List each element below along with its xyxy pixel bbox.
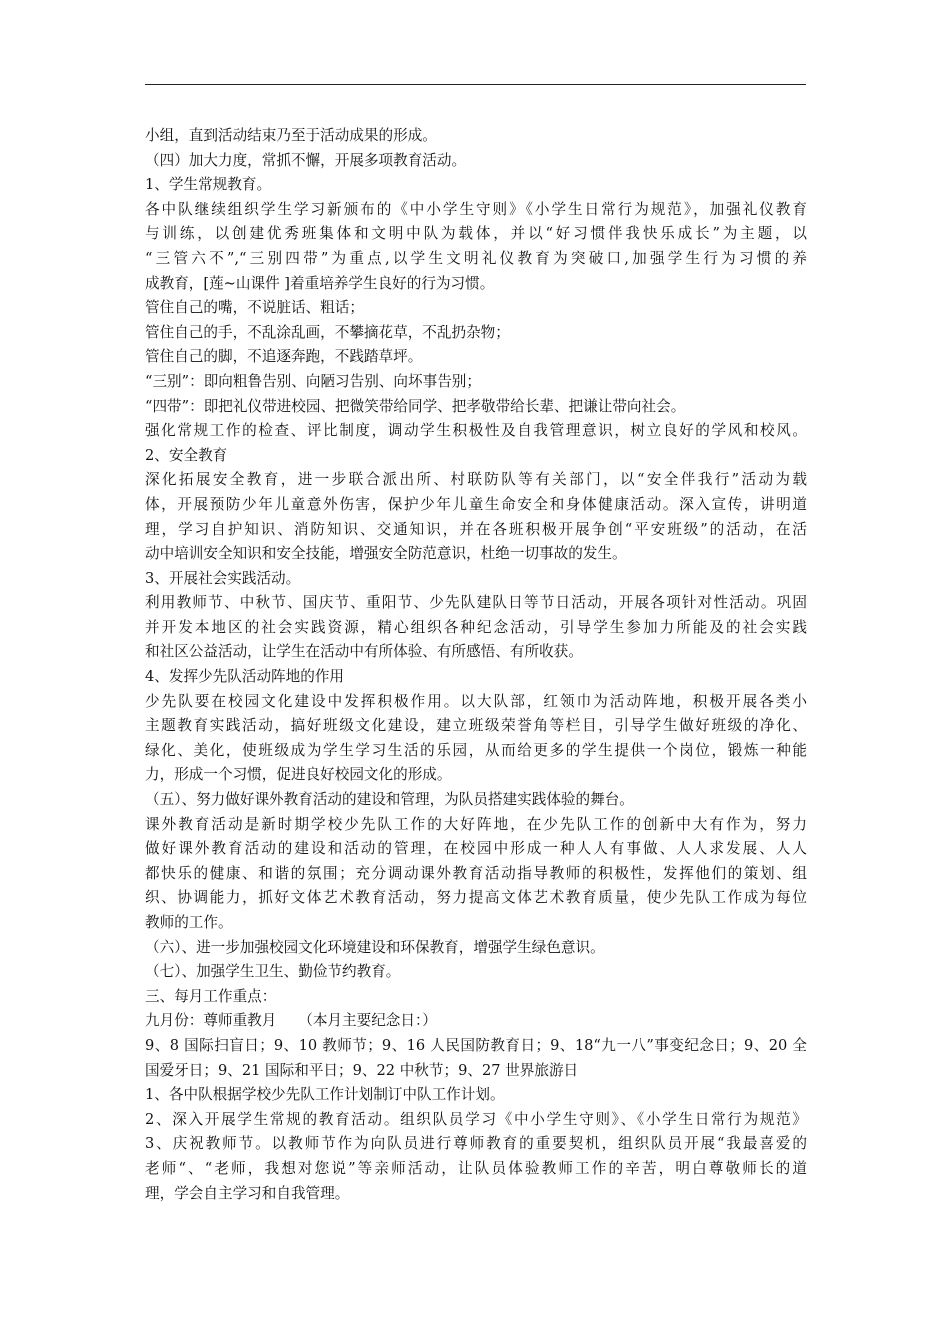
text-line: 小组，直到活动结束乃至于活动成果的形成。 [145,127,437,144]
text-line: 管住自己的手，不乱涂乱画，不攀摘花草，不乱扔杂物； [145,323,510,341]
text-line: 2、深入开展学生常规的教育活动。组织队员学习《中小学生守则》、《小学生日常行为规范》 [145,1110,807,1128]
text-line: 各中队继续组织学生学习新颁布的《中小学生守则》《小学生日常行为规范》，加强礼仪教育 [145,200,807,218]
text-line: 课外教育活动是新时期学校少先队工作的大好阵地，在少先队工作的创新中大有作为，努力 [145,815,807,833]
text-line: 成教育，[莲~山课件 ]着重培养学生良好的行为习惯。 [145,274,495,292]
text-line: “三管六不”,“三别四带”为重点,以学生文明礼仪教育为突破口,加强学生行为习惯的养 [145,249,807,267]
header-rule [145,84,806,85]
text-line: （七）、加强学生卫生、勤俭节约教育。 [145,963,401,981]
text-line: 老师“、“老师，我想对您说”等亲师活动，让队员体验教师工作的辛苦，明白尊敬师长的道 [145,1159,807,1177]
text-line: 少先队要在校园文化建设中发挥积极作用。以大队部，红领巾为活动阵地，积极开展各类小 [145,692,807,710]
text-line: 2、安全教育 [145,446,228,464]
text-line: 和社区公益活动，让学生在活动中有所体验、有所感悟、有所收获。 [145,643,583,661]
document-body [145,124,807,1206]
text-line: 1、学生常规教育。 [145,176,272,194]
text-line: 9、8 国际扫盲日；9、10 教师节；9、16 人民国防教育日；9、18“九一八”事变纪念日；9、20 全 [145,1036,807,1054]
text-line: 理，学习自护知识、消防知识、交通知识，并在各班积极开展争创“平安班级”的活动，在活 [145,520,807,538]
text-line: 主题教育实践活动，搞好班级文化建设，建立班级荣誉角等栏目，引导学生做好班级的净化、 [145,717,807,735]
text-line: （六）、进一步加强校园文化环境建设和环保教育，增强学生绿色意识。 [145,938,605,956]
text-line: 做好课外教育活动的建设和活动的管理，在校园中形成一种人人有事做、人人求发展、人人 [145,840,807,858]
text-line: 并开发本地区的社会实践资源，精心组织各种纪念活动，引导学生参加力所能及的社会实践 [145,618,807,636]
text-line: 织、协调能力，抓好文体艺术教育活动，努力提高文体艺术教育质量，使少先队工作成为每位 [145,889,807,907]
text-line: 体，开展预防少年儿童意外伤害，保护少年儿童生命安全和身体健康活动。深入宣传，讲明道 [145,495,807,513]
text-line: “四带”：即把礼仪带进校园、把微笑带给同学、把孝敬带给长辈、把谦让带向社会。 [145,397,686,415]
text-line: 4、发挥少先队活动阵地的作用 [145,668,345,686]
text-line: （四）加大力度，常抓不懈，开展多项教育活动。 [145,151,467,169]
text-line: 九月份：尊师重教月 （本月主要纪念日：） [145,1012,437,1030]
text-line: 管住自己的脚，不追逐奔跑，不践踏草坪。 [145,348,423,366]
text-line: 动中培训安全知识和安全技能，增强安全防范意识，杜绝一切事故的发生。 [145,545,627,563]
text-line: 都快乐的健康、和谐的氛围；充分调动课外教育活动指导教师的积极性，发挥他们的策划、组 [145,864,807,882]
text-line: 1、各中队根据学校少先队工作计划制订中队工作计划。 [145,1086,505,1104]
text-line: 与训练，以创建优秀班集体和文明中队为载体，并以“好习惯伴我快乐成长”为主题，以 [145,225,807,243]
text-line: 国爱牙日；9、21 国际和平日；9、22 中秋节；9、27 世界旅游日 [145,1061,579,1079]
text-line: 深化拓展安全教育，进一步联合派出所、村联防队等有关部门，以“安全伴我行”活动为载 [145,471,807,489]
text-line: 管住自己的嘴，不说脏话、粗话； [145,299,364,317]
text-line: 利用教师节、中秋节、国庆节、重阳节、少先队建队日等节日活动，开展各项针对性活动。巩固 [145,594,807,612]
text-line: 三、每月工作重点： [145,987,277,1005]
text-line: “三别”：即向粗鲁告别、向陋习告别、向坏事告别； [145,372,481,390]
text-line: 力，形成一个习惯，促进良好校园文化的形成。 [145,766,452,784]
text-line: 强化常规工作的检查、评比制度，调动学生积极性及自我管理意识，树立良好的学风和校风。 [145,422,807,440]
text-line: 教师的工作。 [145,914,233,931]
text-line: 3、开展社会实践活动。 [145,569,301,587]
text-line: 3、庆祝教师节。以教师节作为向队员进行尊师教育的重要契机，组织队员开展“我最喜爱的 [145,1135,807,1153]
text-line: 绿化、美化，使班级成为学生学习生活的乐园，从而给更多的学生提供一个岗位，锻炼一种能 [145,741,807,759]
text-line: 理，学会自主学习和自我管理。 [145,1184,350,1202]
text-line: （五）、努力做好课外教育活动的建设和管理，为队员搭建实践体验的舞台。 [145,791,634,809]
